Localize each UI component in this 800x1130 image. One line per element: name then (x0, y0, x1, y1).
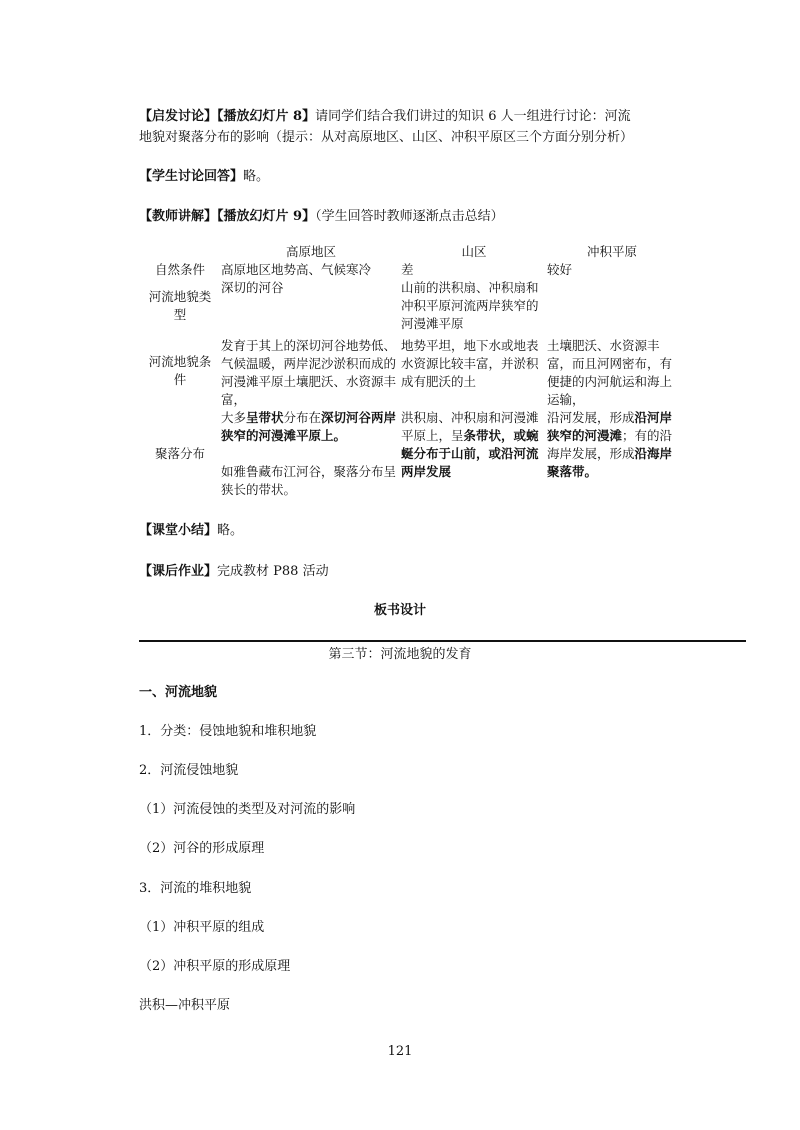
table-header-row (139, 243, 677, 261)
table-cell (547, 279, 677, 333)
board-item: （1）河流侵蚀的类型及对河流的影响 (139, 802, 356, 817)
cell-bold-text: 呈带状 (246, 410, 284, 425)
table-cell (547, 409, 677, 499)
teacher-explanation (139, 207, 664, 227)
table-header-cell: 山区 (461, 244, 487, 259)
slide-9-tag: 【播放幻灯片 9】 (217, 209, 316, 224)
table-row (139, 261, 677, 279)
homework (139, 562, 664, 582)
board-item: 洪积—冲积平原 (139, 998, 231, 1013)
homework-tag: 【课后作业】 (139, 564, 218, 579)
cell-text: 大多 (221, 410, 247, 425)
board-item: （2）冲积平原的形成原理 (139, 959, 291, 974)
summary-text: 略。 (217, 523, 244, 538)
cell-text: 洪积扇、冲积扇和河漫滩平原上，呈 (401, 410, 539, 443)
table-header-cell: 高原地区 (285, 244, 336, 259)
board-item: 3．河流的堆积地貌 (139, 881, 252, 896)
table-row (139, 409, 677, 499)
cell-bold-text: 条带状，或蜿蜒分布于山前，或沿河流两岸发展 (401, 428, 539, 479)
teacher-text: （学生回答时教师逐渐点击总结） (315, 209, 504, 224)
board-item: （1）冲积平原的组成 (139, 920, 265, 935)
table-cell: 深切的河谷 (221, 280, 284, 295)
cell-example: 如雅鲁藏布江河谷，聚落分布呈狭长的带状。 (221, 464, 397, 497)
cell-text: 沿河发展，形成 (547, 410, 635, 425)
table-cell: 土壤肥沃、水资源丰富，而且河网密布，有便捷的内河航运和海上运输， (547, 338, 673, 407)
board-item: （2）河谷的形成原理 (139, 841, 265, 856)
row-label: 自然条件 (154, 262, 205, 277)
discussion-line-1 (139, 107, 664, 127)
row-label: 河流地貌条件 (148, 354, 212, 387)
cell-text: ；有的沿海岸发展，形成 (547, 428, 673, 461)
student-answer (139, 167, 664, 187)
section-title: 第三节：河流地貌的发育 (328, 647, 472, 662)
slide-8-tag: 【播放幻灯片 8】 (217, 109, 316, 124)
teacher-tag: 【教师讲解】 (139, 209, 218, 224)
table-row (139, 333, 677, 409)
table-cell: 发育于其上的深切河谷地势低、气候温暖，两岸泥沙淤积而成的河漫滩平原土壤肥沃、水资源丰富， (221, 338, 397, 407)
board-title: 板书设计 (373, 603, 426, 618)
cell-text: 分布在 (283, 410, 322, 425)
table-cell: 差 (401, 262, 414, 277)
page-number: 121 (387, 1044, 413, 1059)
row-label: 河流地貌类型 (148, 289, 212, 322)
class-summary (139, 521, 664, 541)
table-cell: 较好 (547, 262, 573, 277)
divider (139, 640, 746, 642)
table-cell (401, 409, 547, 499)
summary-tag: 【课堂小结】 (139, 523, 218, 538)
discussion-line-2: 地貌对聚落分布的影响（提示：从对高原地区、山区、冲积平原区三个方面分别分析） (139, 130, 634, 145)
cell-bold-text: 沿河岸狭窄的河漫滩 (547, 410, 673, 443)
student-answer-tag: 【学生讨论回答】 (139, 169, 244, 184)
table-cell (221, 409, 401, 499)
table-cell: 地势平坦，地下水或地表水资源比较丰富，并淤积成有肥沃的土 (401, 338, 539, 389)
board-item: 2．河流侵蚀地貌 (139, 763, 239, 778)
table-cell: 高原地区地势高、气候寒冷 (221, 262, 372, 277)
table-row (139, 279, 677, 333)
board-heading: 一、河流地貌 (139, 685, 218, 700)
cell-bold-text: 深切河谷两岸狭窄的河漫滩平原上。 (221, 410, 397, 443)
homework-text: 完成教材 P88 活动 (217, 564, 329, 579)
cell-bold-text: 沿海岸聚落带。 (547, 446, 673, 479)
discussion-text: 请同学们结合我们讲过的知识 6 人一组进行讨论：河流 (315, 109, 631, 124)
table-cell: 山前的洪积扇、冲积扇和冲积平原河流两岸狭窄的河漫滩平原 (401, 280, 539, 331)
board-item: 1．分类：侵蚀地貌和堆积地貌 (139, 724, 317, 739)
student-answer-text: 略。 (243, 169, 270, 184)
discussion-tag: 【启发讨论】 (139, 109, 218, 124)
comparison-table (139, 243, 677, 499)
table-header-cell: 冲积平原 (586, 244, 637, 259)
row-label: 聚落分布 (154, 446, 205, 461)
table-header-cell (139, 243, 221, 261)
